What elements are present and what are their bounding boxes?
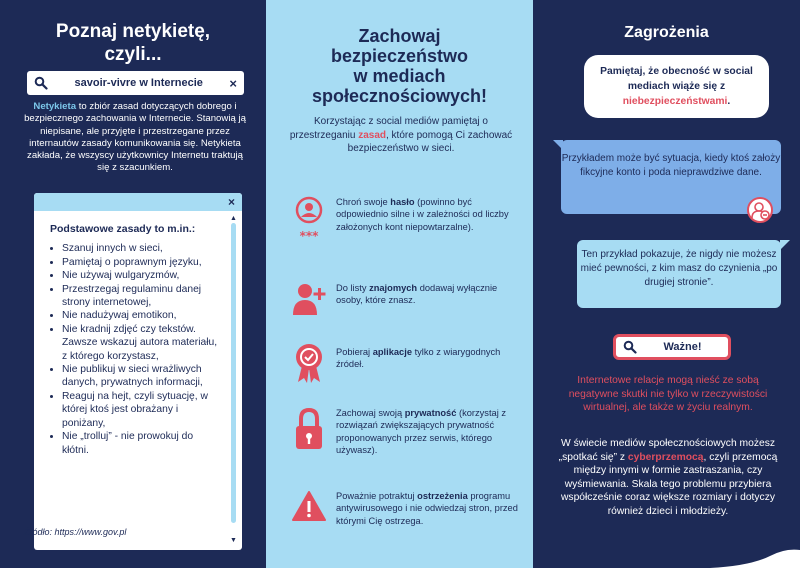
panel-title (266, 26, 533, 106)
list-item: • Nie publikuj w sieci wrażliwych danych, prywatnych informacji, (62, 363, 220, 390)
netiquette-description (24, 101, 246, 175)
title-line: czyli... (104, 44, 162, 65)
tip-friends (288, 282, 518, 316)
list-item: • Szanuj innych w sieci, (62, 242, 220, 255)
netiquette-text: to zbiór zasad dotyczących dobrego i bezpiecznego zachowania w Internecie. Stanowią ją niepisane, ale przyjęte i przestrzegane przez internautów zasady komunikowania się. Netykieta zakłada, że wszyscy użytkownicy Internetu traktują się z szacunkiem. (24, 101, 246, 174)
close-icon[interactable]: × (227, 195, 235, 209)
window-titlebar (34, 193, 242, 211)
list-item: • Pamiętaj o poprawnym języku, (62, 256, 220, 269)
panel-title (0, 20, 266, 66)
netiquette-term: Netykieta (33, 101, 77, 112)
title-line: społecznościowych! (311, 86, 488, 106)
important-search-bar[interactable] (613, 334, 731, 360)
title-line: Poznaj netykietę, (55, 21, 211, 42)
warning-text: Internetowe relacje mogą nieść ze sobą negatywne skutki nie tylko w rzeczywistości wirtualnej, ale także w życiu realnym. (568, 375, 768, 413)
tip-antivirus (288, 490, 518, 527)
safety-intro (286, 115, 516, 156)
scrollbar[interactable] (230, 215, 237, 545)
intro-text: Korzystając z social mediów pamiętaj o przestrzeganiu (289, 116, 488, 141)
fake-user-icon (747, 197, 773, 223)
search-icon (34, 76, 48, 90)
example-bubble: Przykładem może być sytuacja, kiedy ktoś założy fikcyjne konto i poda nieprawdziwe dane. (561, 140, 781, 214)
decorative-wave (710, 546, 800, 568)
svg-text:***: *** (299, 229, 319, 242)
panel-safety (266, 0, 533, 568)
panel-threats (533, 0, 800, 568)
tip-text: Pobieraj aplikacje tylko z wiarygodnych źródeł. (336, 347, 501, 370)
intro-text: , które pomogą Ci zachować bezpieczeństwo w sieci. (347, 129, 513, 154)
scrollbar-thumb[interactable] (231, 223, 236, 523)
title-line: bezpieczeństwo (330, 46, 469, 66)
tip-apps (288, 342, 518, 384)
password-icon (292, 196, 326, 242)
conclusion-bubble: Ten przykład pokazuje, że nigdy nie możesz mieć pewności, z kim masz do czynienia „po drugiej stronie”. (577, 240, 781, 308)
tip-text: Do listy znajomych dodawaj wyłącznie osoby, które znasz. (336, 283, 498, 306)
list-item: • Nie używaj wulgaryzmów, (62, 269, 220, 282)
scroll-up-icon[interactable]: ▲ (230, 215, 237, 222)
cyberbullying-text: W świecie mediów społecznościowych możesz „spotkać się” z cyberprzemocą, czyli przemocą między innymi w formie zastraszania, czy wyśmiewania. Skala tego problemu przybiera współcześnie coraz większe rozmiary i dotyczy również dzieci i młodzieży. (558, 438, 778, 517)
tip-text: Zachowaj swoją prywatność (korzystaj z rozwiązań zwiększających prywatność proponowanych przez serwis, którego używasz). (336, 408, 506, 455)
list-item: • Przestrzegaj regulaminu danej strony internetowej, (62, 283, 220, 310)
important-label: Ważne! (663, 341, 702, 353)
search-query[interactable]: savoir-vivre w Internecie (74, 77, 203, 89)
badge-check-icon (292, 342, 326, 384)
source-note: Źródło: https://www.gov.pl (24, 527, 127, 537)
title-line: w mediach (353, 66, 446, 86)
rules-list (50, 242, 220, 457)
tip-privacy (288, 407, 518, 456)
reminder-bubble: Pamiętaj, że obecność w social mediach wiąże się z niebezpieczeństwami. (584, 55, 769, 118)
rules-content (34, 211, 242, 457)
search-bar[interactable] (27, 71, 244, 95)
list-item: • Reaguj na hejt, czyli sytuację, w której ktoś jest obrażany i poniżany, (62, 390, 220, 430)
tip-password (288, 196, 518, 242)
panel-title: Zagrożenia (624, 24, 709, 41)
rules-heading: Podstawowe zasady to m.in.: (50, 223, 196, 235)
add-user-icon (291, 282, 327, 316)
rules-window (34, 193, 242, 550)
panel-netiquette (0, 0, 266, 568)
search-icon (623, 340, 637, 354)
warning-icon (291, 490, 327, 522)
title-line: Zachowaj (358, 26, 441, 46)
tip-text: Chroń swoje hasło (powinno być odpowiednio silne i w zależności od liczby założonych kont niepowtarzalne). (336, 197, 509, 232)
tip-text: Poważnie potraktuj ostrzeżenia programu antywirusowego i nie odwiedzaj stron, przed którymi Cię ostrzega. (336, 491, 518, 526)
scroll-down-icon[interactable]: ▼ (230, 537, 237, 544)
list-item: • Nie „trolluj” - nie prowokuj do kłótni. (62, 430, 220, 457)
lock-icon (293, 407, 325, 451)
list-item: • Nie nadużywaj emotikon, (62, 309, 220, 322)
close-icon[interactable]: × (229, 75, 237, 91)
list-item: • Nie kradnij zdjęć czy tekstów. Zawsze wskazuj autora materiału, z którego korzystasz, (62, 323, 220, 363)
intro-highlight: zasad (358, 129, 386, 141)
